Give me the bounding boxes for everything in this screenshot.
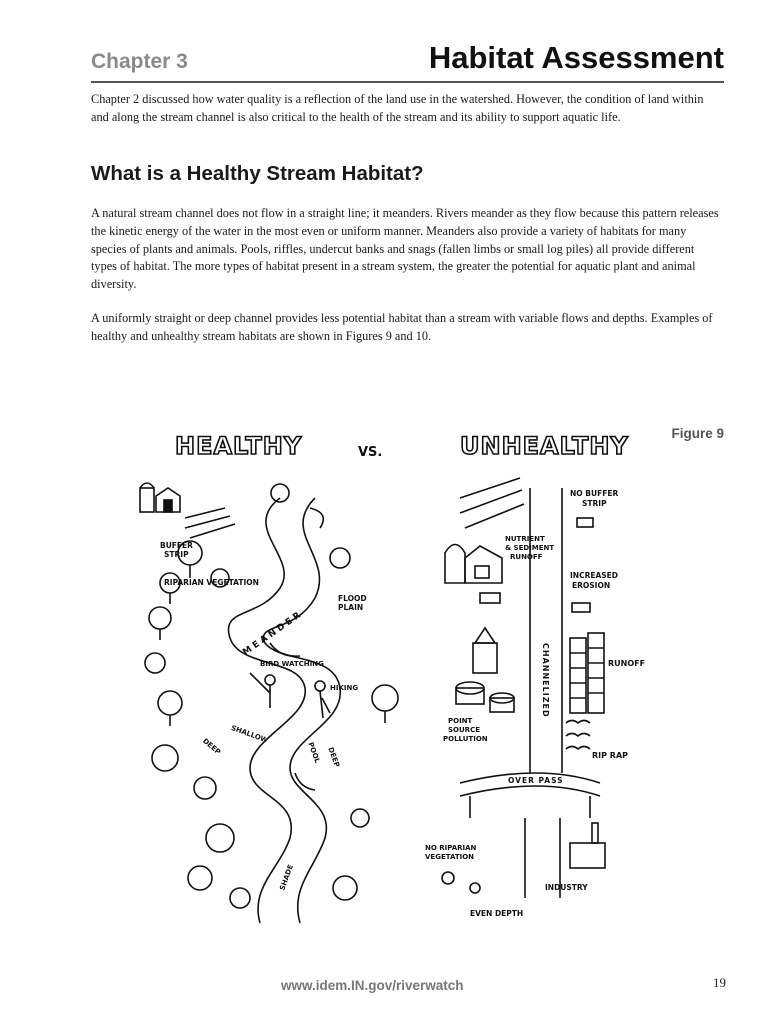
label-industry: INDUSTRY xyxy=(545,883,588,892)
versus-text: VS. xyxy=(358,445,383,460)
label-no-riparian-1: NO RIPARIAN xyxy=(425,844,477,852)
label-riparian-vegetation: RIPARIAN VEGETATION xyxy=(164,578,259,587)
label-shallow: SHALLOW xyxy=(229,723,269,745)
label-point-source-2: SOURCE xyxy=(448,726,480,734)
label-bird-watching: BIRD WATCHING xyxy=(260,660,324,668)
label-point-source-3: POLLUTION xyxy=(443,735,488,743)
label-hiking: HIKING xyxy=(330,684,359,692)
label-meander: MEANDER xyxy=(241,608,306,658)
label-erosion-2: EROSION xyxy=(572,581,611,590)
label-no-buffer-1: NO BUFFER xyxy=(570,489,619,498)
label-pool: POOL xyxy=(306,741,322,765)
label-deep: DEEP xyxy=(201,736,222,757)
label-nutrient-3: RUNOFF xyxy=(510,553,543,561)
label-flood-plain-2: PLAIN xyxy=(338,603,364,612)
section-heading: What is a Healthy Stream Habitat? xyxy=(91,162,424,185)
footer-url: www.idem.IN.gov/riverwatch xyxy=(281,978,464,993)
label-even-depth: EVEN DEPTH xyxy=(470,909,524,918)
label-channelized: CHANNELIZED xyxy=(541,643,550,718)
intro-paragraph: Chapter 2 discussed how water quality is a reflection of the land use in the watershed. However, the condition of land within and along the stream channel is also critical to the health of the stream and its ability to support aquatic life. xyxy=(91,92,704,124)
label-overpass: OVER PASS xyxy=(508,776,564,785)
label-no-riparian-2: VEGETATION xyxy=(425,853,475,861)
figure-label: Figure 9 xyxy=(671,426,724,441)
label-no-buffer-2: STRIP xyxy=(582,499,607,508)
page-title: Habitat Assessment xyxy=(428,40,724,75)
chapter-label: Chapter 3 xyxy=(91,50,188,73)
unhealthy-title: UNHEALTHY xyxy=(460,432,629,460)
label-buffer-strip-1: BUFFER xyxy=(160,541,193,550)
page-number: 19 xyxy=(713,975,726,990)
label-rip-rap: RIP RAP xyxy=(592,751,628,760)
label-runoff: RUNOFF xyxy=(608,659,646,668)
healthy-labels xyxy=(160,541,367,892)
header-rule xyxy=(91,81,724,83)
stream-habitat-illustration xyxy=(130,418,646,928)
section-paragraph-1: A natural stream channel does not flow in a straight line; it meanders. Rivers meander as they flow because this pattern releases the kinetic energy of the water in the most even or uniform manner. Meanders also provide a variety of habitats for many species of plants and animals. Pools, riffles, undercut banks and snags (fallen limbs or small log piles) all provide different types of habitat. The more types of habitat present in a stream system, the greater the potential for aquatic plant and animal diversity. xyxy=(91,206,719,292)
label-nutrient-1: NUTRIENT xyxy=(505,535,545,543)
healthy-title: HEALTHY xyxy=(175,432,303,460)
label-nutrient-2: & SEDIMENT xyxy=(505,544,555,552)
label-shade: SHADE xyxy=(278,863,296,892)
section-paragraph-2: A uniformly straight or deep channel provides less potential habitat than a stream with variable flows and depths. Examples of healthy and unhealthy stream habitats are shown in Figures 9 and 10. xyxy=(91,311,713,343)
label-point-source-1: POINT xyxy=(448,717,473,725)
label-erosion-1: INCREASED xyxy=(570,571,619,580)
label-buffer-strip-2: STRIP xyxy=(164,550,189,559)
label-deep-pool: DEEP xyxy=(326,746,341,769)
label-flood-plain-1: FLOOD xyxy=(338,594,367,603)
